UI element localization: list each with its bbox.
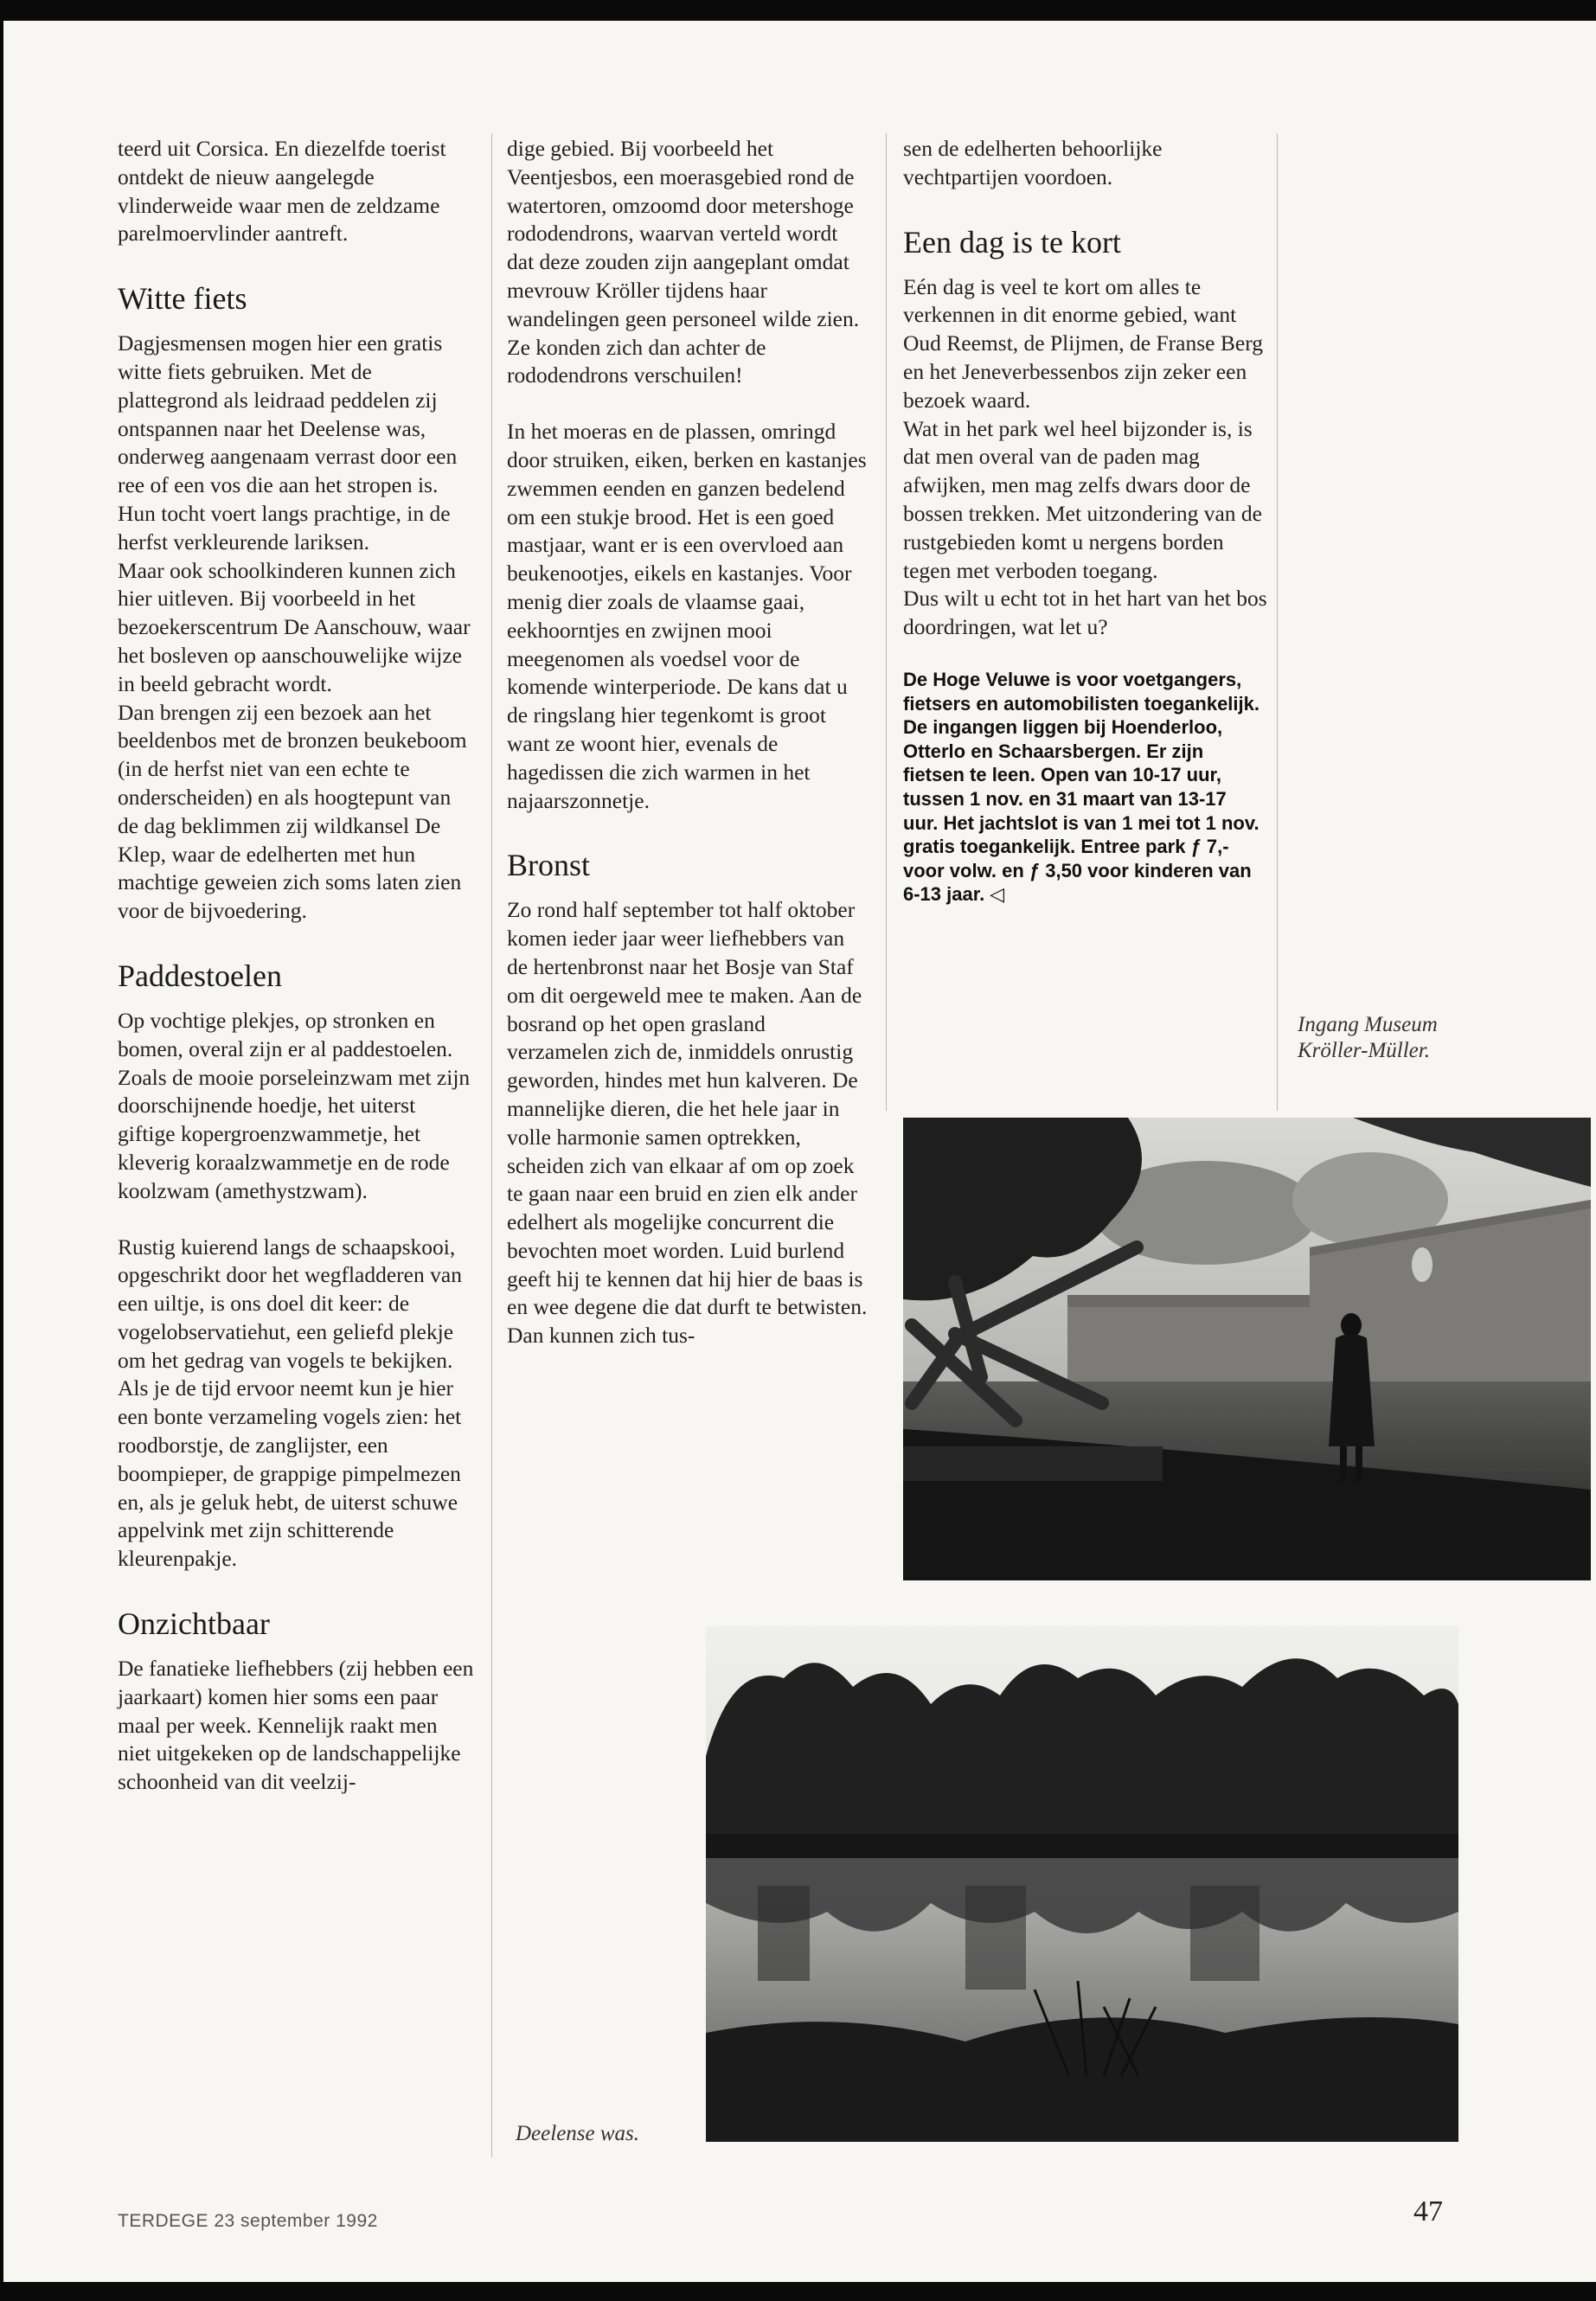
section-heading: Witte fiets [118, 281, 247, 317]
paragraph: Dus wilt u echt tot in het hart van het bos doordringen, wat let u? [903, 586, 1267, 640]
paragraph: Rustig kuierend langs de schaapskooi, opgeschrikt door het wegfladderen van een uiltje, is ons doel dit keer: de vogelobservatiehut, een geliefd plekje om het gedrag van vogels te bekijken. Als je de tijd ervoor neemt kun je hier een bonte verzameling vogels zien: het roodborstje, de zanglijster, een boompieper, de grappige pimpelmezen en, als je geluk hebt, de uiterst schuwe appelvink met zijn schitterende kleurenpakje. [118, 1234, 462, 1572]
magazine-footer: TERDEGE 23 september 1992 [118, 2211, 378, 2231]
photo-museum-entrance [903, 1118, 1591, 1580]
article-column-1 [118, 135, 474, 1797]
paragraph: Maar ook schoolkinderen kunnen zich hier uitleven. Bij voorbeeld in het bezoekerscentrum De Aanschouw, waar het bosleven op aanschouwelijke wijze in beeld gebracht wordt. [118, 557, 471, 696]
article-column-3 [903, 135, 1275, 907]
column-divider [886, 133, 887, 1111]
paragraph: In het moeras en de plassen, omringd door struiken, eiken, berken en kastanjes zwemmen eenden en ganzen bedelend om een stukje brood. Het is een goed mastjaar, want er is een overvloed aan beukenootjes, eikels en kastanjes. Voor menig dier zoals de vlaamse gaai, eekhoorntjes en zwijnen mooi meegenomen als voedsel voor de komende winterperiode. De kans dat u de ringslang hier tegenkomt is groot want ze woont hier, evenals de hagedissen die zich warmen in het najaarszonnetje. [507, 419, 867, 813]
lake-image [706, 1626, 1458, 2142]
photo-caption-lake: Deelense was. [516, 2122, 640, 2145]
article-column-2 [507, 135, 869, 1350]
museum-entrance-image [903, 1118, 1591, 1580]
section-heading: Bronst [507, 848, 591, 883]
paragraph: Eén dag is veel te kort om alles te verkennen in dit enorme gebied, want Oud Reemst, de Plijmen, de Franse Berg en het Jeneverbessenbos zijn zeker een bezoek waard. [903, 273, 1263, 413]
section-heading: Paddestoelen [118, 958, 282, 993]
column-divider [491, 133, 492, 2157]
paragraph: Dagjesmensen mogen hier een gratis witte fiets gebruiken. Met de plattegrond als leidraad peddelen zij ontspannen naar het Deelense was, onderweg aangenaam verrast door een ree of een vos die aan het stropen is. Hun tocht voert langs prachtige, in de herfst verkleurende lariksen. [118, 330, 458, 554]
photo-caption-museum: Ingang Museum Kröller-Müller. [1298, 1013, 1438, 1062]
paragraph: sen de edelherten behoorlijke vechtpartijen voordoen. [903, 136, 1163, 189]
visitor-info-box: De Hoge Veluwe is voor voetgangers, fietsers en automobilisten toegankelijk. De ingangen liggen bij Hoenderloo, Otterlo en Schaarsbergen. Er zijn fietsen te leen. Open van 10-17 uur, tussen 1 nov. en 31 maart van 13-17 uur. Het jachtslot is van 1 mei tot 1 nov. gratis toegankelijk. Entree park ƒ 7,- voor volw. en ƒ 3,50 voor kinderen van 6-13 jaar. ◁ [903, 668, 1259, 906]
paragraph: De fanatieke liefhebbers (zij hebben een jaarkaart) komen hier soms een paar maal per week. Kennelijk raakt men niet uitgekeken op de landschappelijke schoonheid van dit veelzij- [118, 1656, 474, 1795]
page-number: 47 [1413, 2195, 1443, 2227]
paragraph: Zo rond half september tot half oktober komen ieder jaar weer liefhebbers van de hertenbronst naar het Bosje van Staf om dit oergeweld mee te maken. Aan de bosrand op het open grasland verzamelen zich de, inmiddels onrustig geworden, hindes met hun kalveren. De mannelijke dieren, die het hele jaar in volle harmonie samen optrekken, scheiden zich van elkaar af om op zoek te gaan naar een bruid en zien elk ander edelhert als mogelijke concurrent die bevochten moet worden. Luid burlend geeft hij te kennen dat hij hier de baas is en wee degene die dat durft te betwisten. Dan kunnen zich tus- [507, 897, 868, 1349]
section-heading: Onzichtbaar [118, 1606, 270, 1642]
photo-deelense-was [706, 1626, 1458, 2142]
column-divider [1277, 133, 1278, 1111]
section-heading: Een dag is te kort [903, 224, 1121, 260]
paragraph: Op vochtige plekjes, op stronken en bomen, overal zijn er al paddestoelen. Zoals de mooie porseleinzwam met zijn doorschijnende hoedje, het uiterst giftige kopergroenzwammetje, het kleverig koraalzwammetje en de rode koolzwam (amethystzwam). [118, 1007, 471, 1203]
magazine-page [3, 21, 1596, 2282]
paragraph: Dan brengen zij een bezoek aan het beeldenbos met de bronzen beukeboom (in de herfst niet van een echte te onderscheiden) en als hoogtepunt van de dag beklimmen zij wildkansel De Klep, waar de edelherten met hun machtige geweien zich soms laten zien voor de bijvoedering. [118, 699, 467, 924]
paragraph: dige gebied. Bij voorbeeld het Veentjesbos, een moerasgebied rond de watertoren, omzoomd door metershoge rododendrons, waarvan verteld wordt dat deze zouden zijn aangeplant omdat mevrouw Kröller tijdens haar wandelingen geen personeel wilde zien. Ze konden zich dan achter de rododendrons verschuilen! [507, 136, 860, 388]
paragraph: Wat in het park wel heel bijzonder is, is dat men overal van de paden mag afwijken, men mag zelfs dwars door de bossen trekken. Met uitzondering van de rustgebieden komt u nergens borden tegen met verboden toegang. [903, 415, 1262, 583]
paragraph: teerd uit Corsica. En diezelfde toerist ontdekt de nieuw aangelegde vlinderweide waar men de zeldzame parelmoervlinder aantreft. [118, 136, 446, 247]
